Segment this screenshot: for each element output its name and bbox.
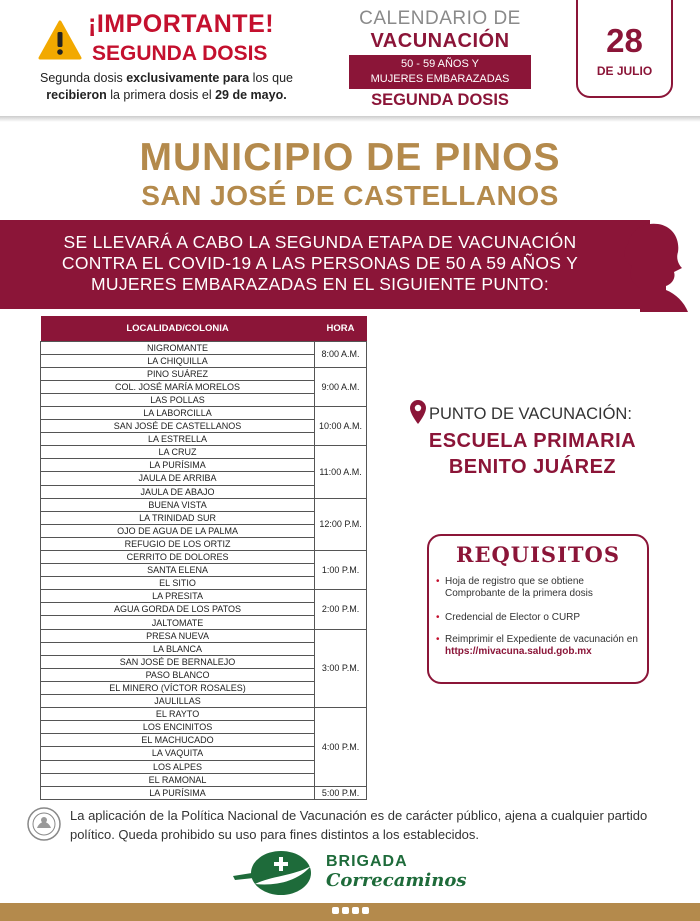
schedule-body xyxy=(41,341,367,799)
location-cell: LA BLANCA xyxy=(41,642,315,655)
vaccination-point-name-line2: BENITO JUÁREZ xyxy=(448,456,617,478)
hour-cell: 9:00 A.M. xyxy=(315,367,367,406)
location-cell: JALTOMATE xyxy=(41,616,315,629)
calendar-vaccination: VACUNACIÓN xyxy=(370,30,510,52)
table-row xyxy=(41,786,367,799)
requirement-item: • Reimprimir el Expediente de vacunación en https://mivacuna.salud.gob.mx xyxy=(436,634,638,657)
announcement-line1: SE LLEVARÁ A CABO LA SEGUNDA ETAPA DE VACUNACIÓN xyxy=(63,232,577,252)
location-cell: LA CHIQUILLA xyxy=(41,354,315,367)
bullet-icon: • xyxy=(436,634,440,645)
location-cell: LA PURÍSIMA xyxy=(41,786,315,799)
location-cell: JAULA DE ARRIBA xyxy=(41,472,315,485)
requirements-title: REQUISITOS xyxy=(456,542,620,567)
table-row xyxy=(41,498,367,511)
location-cell: EL RAMONAL xyxy=(41,773,315,786)
schedule-table xyxy=(40,316,367,800)
hour-cell: 3:00 P.M. xyxy=(315,629,367,708)
date-day: 28 xyxy=(606,22,643,59)
announcement-text xyxy=(0,232,640,295)
calendar-group-box xyxy=(349,55,531,89)
table-row xyxy=(41,367,367,380)
requirements-box xyxy=(427,534,649,684)
hour-cell: 11:00 A.M. xyxy=(315,446,367,498)
header-note: Segunda dosis exclusivamente para los que recibieron la primera dosis el 29 de mayo. xyxy=(40,71,293,102)
location-cell: EL MACHUCADO xyxy=(41,734,315,747)
hour-cell: 2:00 P.M. xyxy=(315,590,367,629)
location-cell: JAULILLAS xyxy=(41,695,315,708)
brigada-correcaminos-logo xyxy=(231,846,321,900)
location-cell: SAN JOSÉ DE BERNALEJO xyxy=(41,655,315,668)
table-row xyxy=(41,629,367,642)
second-dose-heading: SEGUNDA DOSIS xyxy=(92,42,268,65)
table-row xyxy=(41,551,367,564)
announcement-line2: CONTRA EL COVID-19 A LAS PERSONAS DE 50 A 59 AÑOS Y xyxy=(61,253,579,273)
location-cell: LA LABORCILLA xyxy=(41,406,315,419)
table-header-row xyxy=(41,316,367,341)
announcement-line3: MUJERES EMBARAZADAS EN EL SIGUIENTE PUNTO: xyxy=(91,274,549,294)
page-subtitle: SAN JOSÉ DE CASTELLANOS xyxy=(141,180,559,211)
location-cell: PASO BLANCO xyxy=(41,668,315,681)
requirement-item: • Hoja de registro que se obtiene Comprobante de la primera dosis xyxy=(436,576,593,599)
location-cell: OJO DE AGUA DE LA PALMA xyxy=(41,524,315,537)
location-cell: LA TRINIDAD SUR xyxy=(41,511,315,524)
table-row xyxy=(41,446,367,459)
hour-cell: 8:00 A.M. xyxy=(315,341,367,367)
hour-cell: 10:00 A.M. xyxy=(315,406,367,445)
bullet-icon: • xyxy=(436,612,440,623)
location-cell: LA PURÍSIMA xyxy=(41,459,315,472)
location-cell: PINO SUÁREZ xyxy=(41,367,315,380)
footer-disclaimer: La aplicación de la Política Nacional de Vacunación es de carácter público, ajena a cualquier partido político. Queda prohibido su uso para fines distintos a los establecidos. xyxy=(70,808,648,842)
table-row xyxy=(41,406,367,419)
hour-cell: 4:00 P.M. xyxy=(315,708,367,787)
youtube-icon[interactable] xyxy=(362,907,369,914)
location-cell: EL RAYTO xyxy=(41,708,315,721)
column-header-hour: HORA xyxy=(315,316,367,341)
header-divider xyxy=(0,116,700,122)
bullet-icon: • xyxy=(436,576,440,587)
location-cell: BUENA VISTA xyxy=(41,498,315,511)
brand-correcaminos: Correcaminos xyxy=(326,870,467,891)
hour-cell: 5:00 P.M. xyxy=(315,786,367,799)
location-cell: LAS POLLAS xyxy=(41,393,315,406)
date-month: DE JULIO xyxy=(596,64,653,78)
calendar-group-line2: MUJERES EMBARAZADAS xyxy=(370,73,510,85)
brand-brigada: BRIGADA xyxy=(326,853,408,870)
location-cell: LA ESTRELLA xyxy=(41,433,315,446)
location-cell: EL SITIO xyxy=(41,577,315,590)
table-row xyxy=(41,341,367,354)
requirement-item: • Credencial de Elector o CURP xyxy=(436,612,581,623)
hour-cell: 12:00 P.M. xyxy=(315,498,367,550)
calendar-title: CALENDARIO DE xyxy=(359,8,521,29)
hour-cell: 1:00 P.M. xyxy=(315,551,367,590)
location-cell: AGUA GORDA DE LOS PATOS xyxy=(41,603,315,616)
location-pin-icon xyxy=(410,400,426,424)
calendar-group-line1: 50 - 59 AÑOS Y xyxy=(400,58,480,70)
location-cell: LA CRUZ xyxy=(41,446,315,459)
location-cell: SAN JOSÉ DE CASTELLANOS xyxy=(41,420,315,433)
vaccination-point-label: PUNTO DE VACUNACIÓN: xyxy=(429,405,632,423)
location-cell: COL. JOSÉ MARÍA MORELOS xyxy=(41,380,315,393)
location-cell: EL MINERO (VÍCTOR ROSALES) xyxy=(41,681,315,694)
page-title: MUNICIPIO DE PINOS xyxy=(139,136,561,179)
column-header-location: LOCALIDAD/COLONIA xyxy=(41,316,315,341)
location-cell: LA VAQUITA xyxy=(41,747,315,760)
national-seal-icon xyxy=(26,806,62,842)
location-cell: LA PRESITA xyxy=(41,590,315,603)
location-cell: JAULA DE ABAJO xyxy=(41,485,315,498)
instagram-icon[interactable] xyxy=(352,907,359,914)
vaccination-point-name-line1: ESCUELA PRIMARIA xyxy=(428,430,637,452)
facebook-icon[interactable] xyxy=(332,907,339,914)
date-badge xyxy=(576,0,673,98)
location-cell: LOS ALPES xyxy=(41,760,315,773)
location-cell: SANTA ELENA xyxy=(41,564,315,577)
requirement-link[interactable]: https://mivacuna.salud.gob.mx xyxy=(445,646,592,657)
warning-icon xyxy=(38,20,82,60)
social-icons xyxy=(332,907,369,914)
calendar-dose: SEGUNDA DOSIS xyxy=(371,91,509,109)
twitter-icon[interactable] xyxy=(342,907,349,914)
table-row xyxy=(41,590,367,603)
location-cell: LOS ENCINITOS xyxy=(41,721,315,734)
table-row xyxy=(41,708,367,721)
location-cell: NIGROMANTE xyxy=(41,341,315,354)
location-cell: PRESA NUEVA xyxy=(41,629,315,642)
location-cell: CERRITO DE DOLORES xyxy=(41,551,315,564)
location-cell: REFUGIO DE LOS ORTIZ xyxy=(41,537,315,550)
important-heading: ¡IMPORTANTE! xyxy=(88,10,275,38)
